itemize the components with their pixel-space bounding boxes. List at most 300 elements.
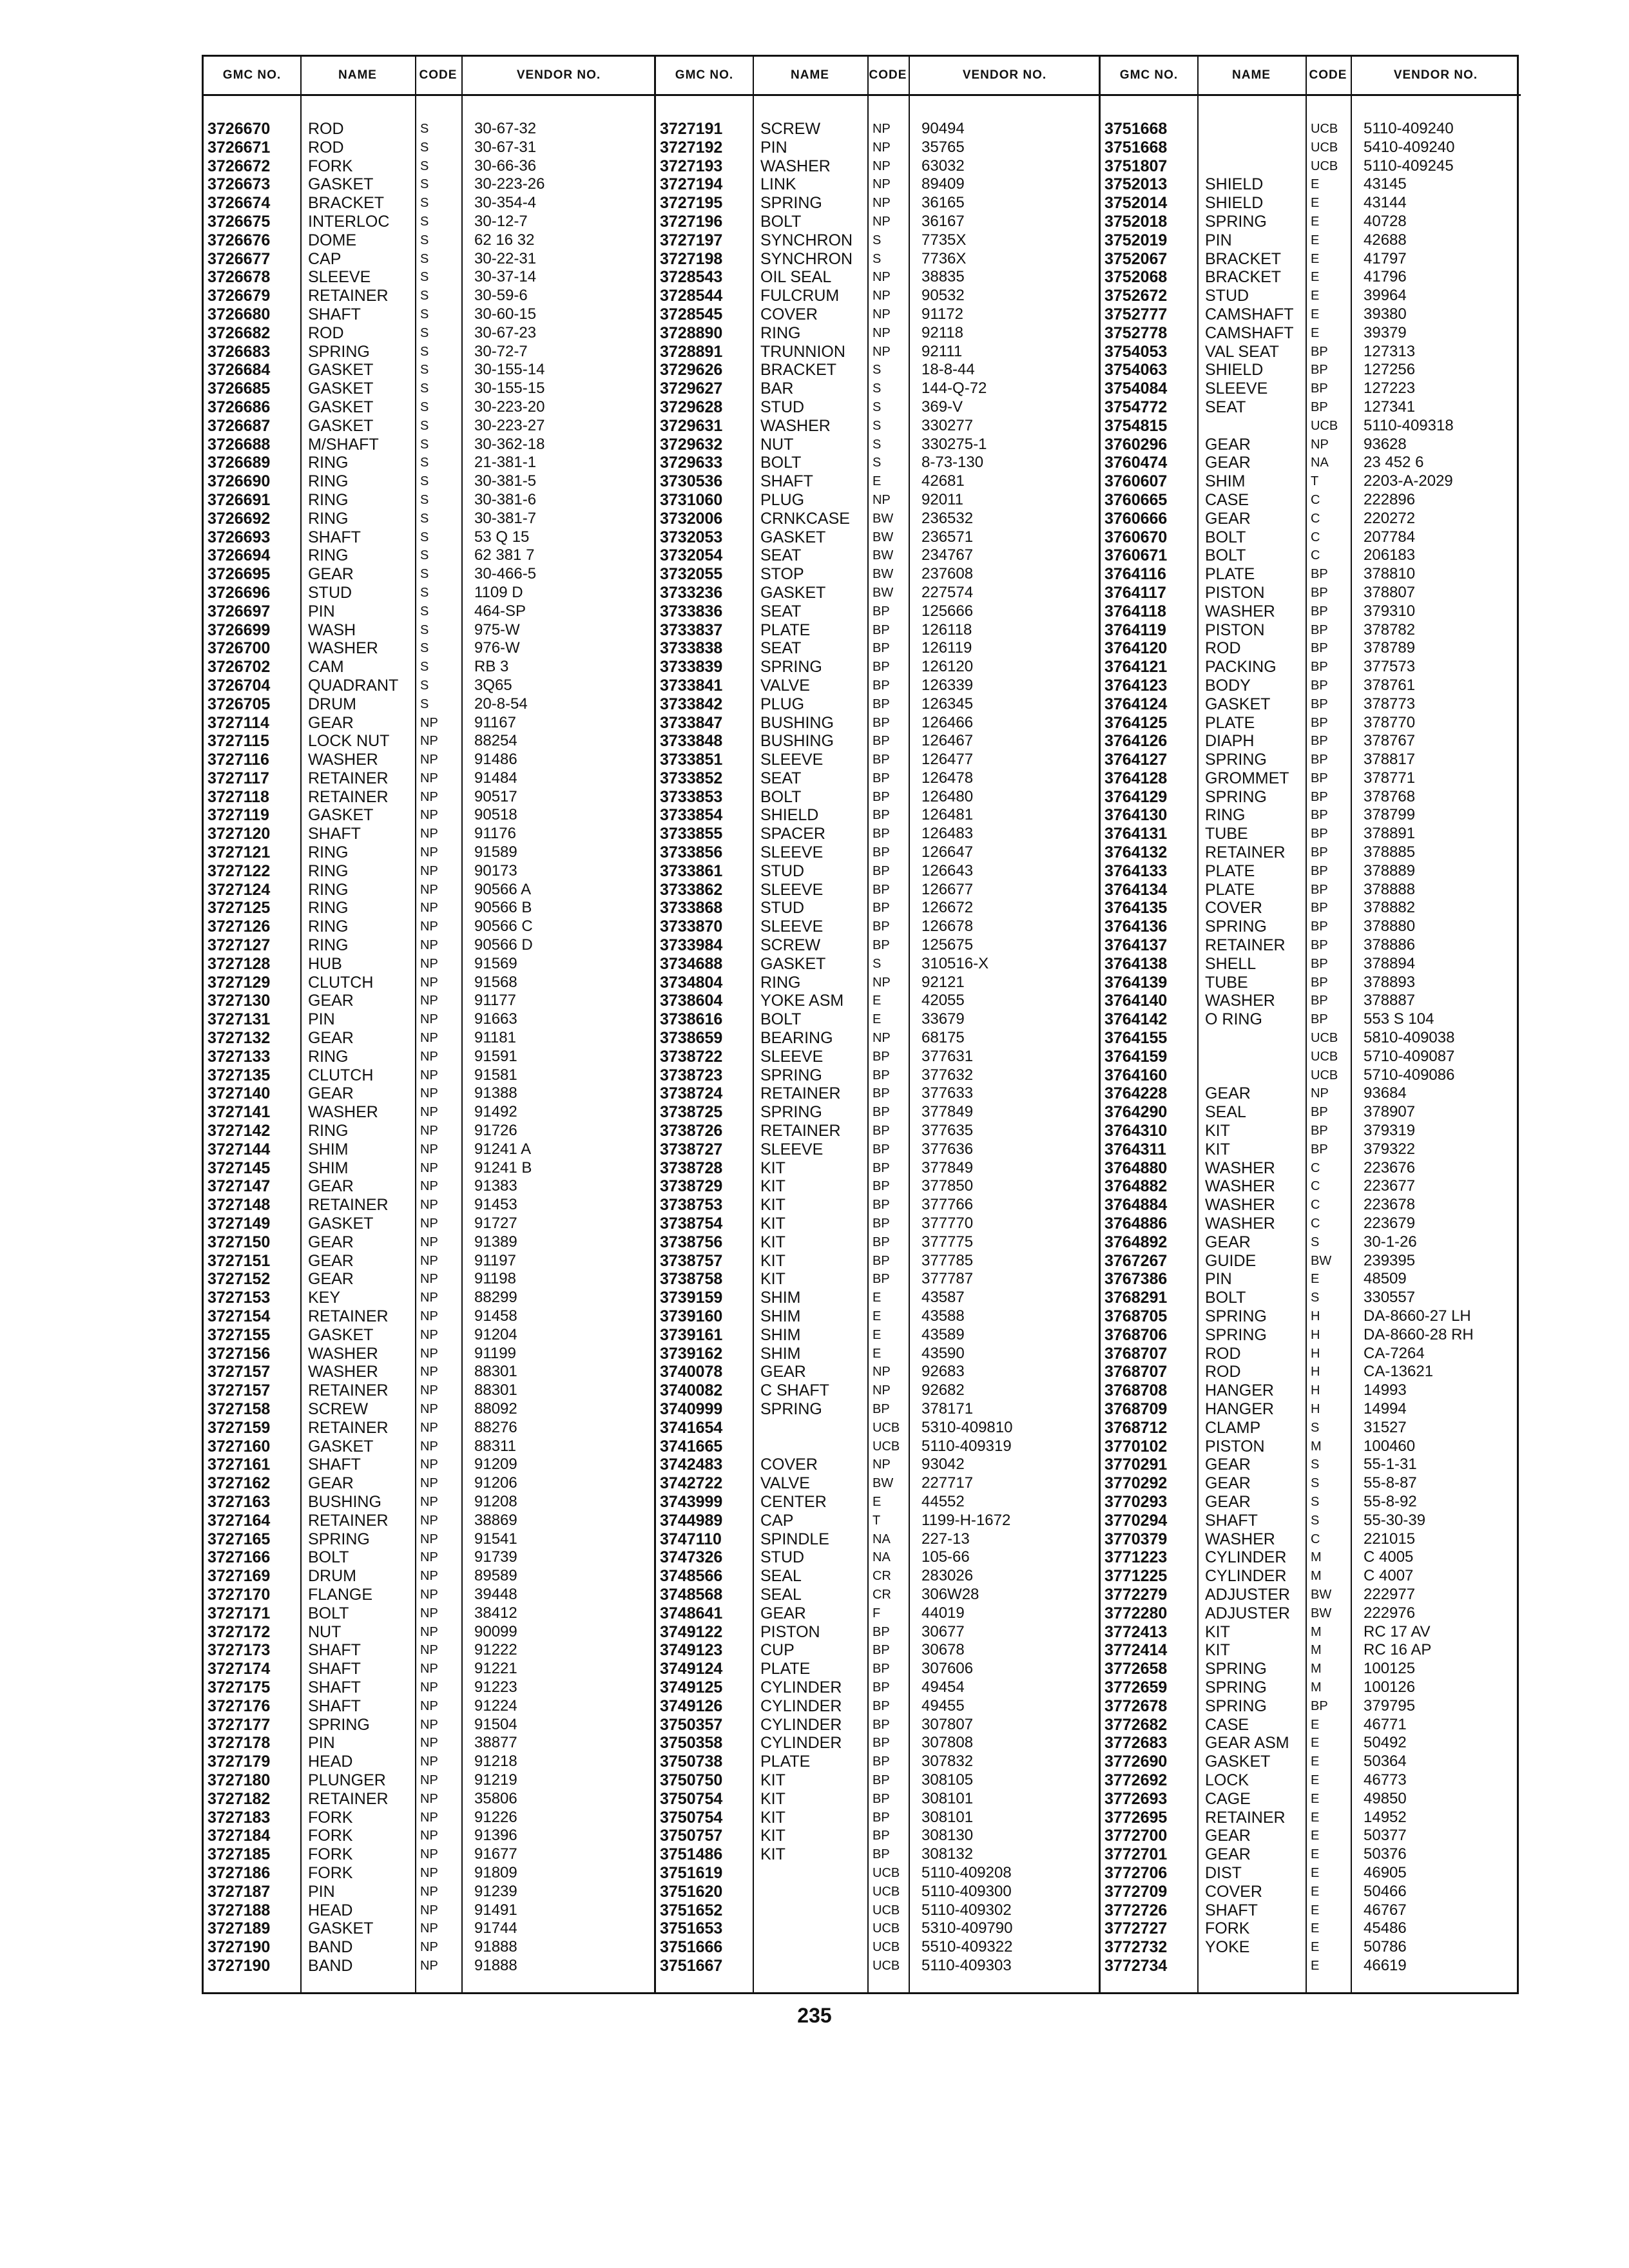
table-row	[656, 974, 1099, 992]
gmc-cell: 3738616	[660, 1010, 723, 1029]
code-cell: S	[420, 511, 429, 526]
code-cell: NP	[420, 753, 438, 767]
table-row	[1101, 175, 1521, 194]
vendor-cell: 55-8-92	[1364, 1492, 1417, 1510]
code-cell: S	[420, 251, 429, 266]
code-cell: NP	[420, 1587, 438, 1602]
table-row	[656, 1474, 1099, 1493]
vendor-cell: C 4007	[1364, 1567, 1414, 1585]
code-cell: BP	[1311, 938, 1328, 953]
gmc-cell: 3751667	[660, 1956, 723, 1975]
table-row	[1101, 1660, 1521, 1678]
table-row	[656, 1548, 1099, 1567]
code-cell: NP	[872, 344, 891, 359]
vendor-cell: 126678	[921, 918, 974, 936]
header-vendor: VENDOR NO.	[516, 68, 601, 82]
gmc-cell: 3727160	[207, 1437, 271, 1456]
vendor-cell: 127223	[1364, 380, 1416, 398]
vendor-cell: 55-30-39	[1364, 1511, 1426, 1529]
vendor-cell: 378810	[1364, 565, 1416, 583]
table-row	[204, 584, 654, 602]
code-cell: E	[1311, 1736, 1320, 1751]
vendor-cell: 100460	[1364, 1437, 1416, 1455]
code-cell: S	[872, 251, 882, 266]
vendor-cell: 378817	[1364, 751, 1416, 769]
gmc-cell: 3760671	[1104, 546, 1168, 565]
table-row	[656, 1363, 1099, 1381]
vendor-cell: 227574	[921, 583, 974, 601]
table-row	[1101, 1771, 1521, 1790]
vendor-cell: 38412	[474, 1604, 517, 1622]
code-cell: UCB	[872, 1903, 900, 1917]
table-row	[1101, 343, 1521, 361]
table-row	[1101, 602, 1521, 621]
name-cell: RETAINER	[760, 1122, 841, 1140]
vendor-cell: 30-67-23	[474, 323, 537, 341]
code-cell: BP	[1311, 956, 1328, 971]
code-cell: NP	[420, 1105, 438, 1120]
table-row	[204, 324, 654, 343]
name-cell: WASHER	[1205, 1530, 1275, 1548]
code-cell: BP	[872, 808, 890, 823]
table-row	[204, 231, 654, 250]
name-cell: BOLT	[760, 787, 802, 806]
code-cell: BP	[872, 697, 890, 711]
code-cell: S	[420, 530, 429, 544]
table-row	[656, 361, 1099, 380]
name-cell: CAGE	[1205, 1789, 1251, 1808]
name-cell: YOKE ASM	[760, 992, 844, 1010]
code-cell: S	[420, 456, 429, 470]
name-cell: CLUTCH	[308, 973, 374, 992]
code-cell: NP	[420, 938, 438, 953]
name-cell: SLEEVE	[760, 843, 824, 862]
code-cell: NP	[420, 863, 438, 878]
gmc-cell: 3727188	[207, 1901, 271, 1919]
name-cell: KIT	[760, 1808, 786, 1827]
table-row	[1101, 1345, 1521, 1363]
table-row	[656, 491, 1099, 510]
vendor-cell: 35765	[921, 138, 965, 156]
name-cell: ROD	[308, 138, 344, 157]
name-cell: BUSHING	[760, 732, 834, 751]
code-cell: BP	[1311, 363, 1328, 378]
name-cell: WASHER	[1205, 1158, 1275, 1177]
gmc-cell: 3772695	[1104, 1808, 1168, 1827]
gmc-cell: 3742483	[660, 1456, 723, 1474]
code-cell: NP	[420, 1365, 438, 1379]
code-cell: S	[420, 344, 429, 359]
name-cell: DRUM	[308, 1567, 356, 1586]
vendor-cell: 30-381-7	[474, 509, 537, 527]
vendor-cell: 91208	[474, 1492, 517, 1510]
code-cell: BP	[1311, 1698, 1328, 1713]
gmc-cell: 3726700	[207, 639, 271, 658]
code-cell: H	[1311, 1309, 1320, 1323]
name-cell: RING	[308, 546, 349, 565]
name-cell: GASKET	[308, 1919, 374, 1938]
table-row	[1101, 1456, 1521, 1474]
name-cell: SEAL	[760, 1567, 802, 1586]
table-row	[1101, 1177, 1521, 1196]
table-row	[656, 213, 1099, 231]
gmc-cell: 3727166	[207, 1548, 271, 1567]
gmc-cell: 3764892	[1104, 1233, 1168, 1251]
vendor-cell: 5710-409086	[1364, 1066, 1455, 1084]
header-name: NAME	[791, 68, 829, 82]
table-row	[656, 1697, 1099, 1716]
table-row	[1101, 1809, 1521, 1827]
code-cell: NP	[420, 1865, 438, 1880]
vendor-cell: 50492	[1364, 1734, 1407, 1752]
name-cell: LOCK NUT	[308, 732, 390, 751]
gmc-cell: 3728891	[660, 342, 723, 361]
name-cell: GASKET	[1205, 1753, 1271, 1771]
gmc-cell: 3760474	[1104, 454, 1168, 472]
table-row	[204, 1159, 654, 1178]
gmc-cell: 3741654	[660, 1418, 723, 1437]
gmc-cell: 3733862	[660, 880, 723, 899]
name-cell: SHIM	[760, 1344, 801, 1363]
table-row	[204, 769, 654, 788]
header-name: NAME	[338, 68, 377, 82]
vendor-cell: 975-W	[474, 620, 520, 639]
gmc-cell: 3727128	[207, 954, 271, 973]
name-cell: SLEEVE	[1205, 380, 1268, 398]
vendor-cell: 90099	[474, 1622, 517, 1640]
gmc-cell: 3738756	[660, 1233, 723, 1251]
code-cell: S	[420, 233, 429, 247]
vendor-cell: 90494	[921, 120, 965, 137]
gmc-cell: 3727186	[207, 1863, 271, 1882]
name-cell: WASHER	[1205, 1196, 1275, 1215]
code-cell: E	[1311, 1921, 1320, 1936]
name-cell: WASHER	[760, 416, 831, 435]
code-cell: NP	[872, 307, 891, 322]
code-cell: BP	[872, 678, 890, 693]
gmc-cell: 3726680	[207, 305, 271, 323]
table-row	[204, 1326, 654, 1345]
gmc-cell: 3738726	[660, 1122, 723, 1140]
name-cell: BOLT	[760, 1010, 802, 1029]
gmc-cell: 3727189	[207, 1919, 271, 1938]
gmc-cell: 3727145	[207, 1158, 271, 1177]
gmc-cell: 3727159	[207, 1418, 271, 1437]
code-cell: NP	[420, 1272, 438, 1287]
table-row	[656, 1196, 1099, 1215]
table-row	[1101, 1827, 1521, 1845]
gmc-cell: 3738722	[660, 1047, 723, 1066]
gmc-cell: 3764117	[1104, 583, 1166, 602]
name-cell: VALVE	[760, 1474, 810, 1493]
vendor-cell: 91486	[474, 751, 517, 769]
gmc-cell: 3727182	[207, 1789, 271, 1808]
table-row	[1101, 1010, 1521, 1029]
vendor-cell: 36165	[921, 194, 965, 212]
name-cell: HUB	[308, 954, 342, 973]
code-cell: NP	[420, 1847, 438, 1862]
gmc-cell: 3733852	[660, 769, 723, 787]
gmc-cell: 3733868	[660, 899, 723, 918]
name-cell: FORK	[308, 157, 353, 175]
code-cell: BW	[1311, 1606, 1332, 1620]
vendor-cell: 50466	[1364, 1882, 1407, 1900]
vendor-cell: 377785	[921, 1251, 974, 1269]
name-cell: GASKET	[308, 1215, 374, 1233]
vendor-cell: 308101	[921, 1808, 974, 1826]
gmc-cell: 3750757	[660, 1827, 723, 1845]
name-cell: WASHER	[1205, 602, 1275, 620]
code-cell: NP	[872, 122, 891, 136]
vendor-cell: 91568	[474, 973, 517, 991]
vendor-cell: 90566 D	[474, 936, 533, 954]
gmc-cell: 3733841	[660, 676, 723, 695]
table-row	[204, 1883, 654, 1901]
vendor-cell: 378885	[1364, 843, 1416, 861]
vendor-cell: 126483	[921, 825, 974, 843]
table-row	[1101, 1845, 1521, 1864]
vendor-cell: 144-Q-72	[921, 380, 987, 398]
gmc-cell: 3727164	[207, 1511, 271, 1530]
table-row	[1101, 1678, 1521, 1697]
vendor-cell: C 4005	[1364, 1548, 1414, 1566]
code-cell: BP	[1311, 1142, 1328, 1157]
code-cell: S	[420, 604, 429, 619]
name-cell: RING	[1205, 806, 1246, 825]
name-cell: DRUM	[308, 695, 356, 713]
name-cell: GEAR	[760, 1363, 806, 1381]
gmc-cell: 3770294	[1104, 1511, 1168, 1530]
table-row	[204, 1864, 654, 1883]
table-row	[656, 843, 1099, 862]
code-cell: BW	[872, 548, 894, 563]
name-cell: SPRING	[308, 342, 370, 361]
gmc-cell: 3772700	[1104, 1827, 1168, 1845]
name-cell: GROMMET	[1205, 769, 1289, 787]
gmc-cell: 3749125	[660, 1678, 723, 1696]
code-cell: BP	[872, 938, 890, 953]
name-cell: WASHER	[308, 751, 378, 769]
name-cell: SHIM	[760, 1289, 801, 1307]
table-row	[656, 899, 1099, 918]
gmc-cell: 3727154	[207, 1307, 271, 1325]
gmc-cell: 3764134	[1104, 880, 1168, 899]
gmc-cell: 3727118	[207, 787, 269, 806]
gmc-cell: 3727150	[207, 1233, 271, 1251]
code-cell: UCB	[872, 1420, 900, 1435]
vendor-cell: 126339	[921, 676, 974, 694]
code-cell: NP	[420, 845, 438, 860]
vendor-cell: 5110-409245	[1364, 157, 1454, 175]
name-cell: SPRING	[308, 1530, 370, 1548]
vendor-cell: 30-67-32	[474, 120, 537, 137]
code-cell: NP	[420, 1346, 438, 1361]
vendor-cell: 88301	[474, 1363, 517, 1381]
name-cell: SHIM	[308, 1140, 349, 1158]
code-cell: E	[1311, 289, 1320, 303]
table-row	[1101, 1103, 1521, 1122]
name-cell: SLEEVE	[760, 880, 824, 899]
name-cell: FORK	[308, 1845, 353, 1864]
name-cell: QUADRANT	[308, 676, 399, 695]
vendor-cell: 62 16 32	[474, 231, 535, 249]
gmc-cell: 3726702	[207, 658, 271, 677]
table-row	[204, 1307, 654, 1326]
gmc-cell: 3764311	[1104, 1140, 1166, 1158]
code-cell: S	[1311, 1291, 1320, 1305]
gmc-cell: 3741665	[660, 1437, 723, 1456]
table-row	[656, 1753, 1099, 1771]
vendor-cell: 378907	[1364, 1103, 1416, 1121]
name-cell: HANGER	[1205, 1381, 1274, 1400]
vendor-cell: 126467	[921, 732, 974, 750]
gmc-cell: 3751653	[660, 1919, 723, 1938]
table-row	[1101, 1697, 1521, 1716]
code-cell: NP	[872, 492, 891, 507]
vendor-cell: 1199-H-1672	[921, 1511, 1011, 1529]
gmc-cell: 3739161	[660, 1325, 723, 1344]
gmc-cell: 3727114	[207, 713, 269, 732]
vendor-cell: DA-8660-28 RH	[1364, 1325, 1474, 1343]
gmc-cell: 3752672	[1104, 287, 1168, 305]
table-row	[1101, 1400, 1521, 1419]
code-cell: BP	[1311, 771, 1328, 785]
name-cell: SPRING	[760, 1066, 822, 1084]
vendor-cell: 377850	[921, 1177, 974, 1195]
vendor-cell: 127256	[1364, 361, 1416, 379]
code-cell: BP	[1311, 567, 1328, 582]
table-row	[656, 1140, 1099, 1159]
name-cell: PLATE	[1205, 713, 1255, 732]
code-cell: BP	[872, 753, 890, 767]
code-cell: H	[1311, 1346, 1320, 1361]
name-cell: HEAD	[308, 1901, 353, 1919]
vendor-cell: 43145	[1364, 175, 1407, 193]
code-cell: S	[872, 233, 882, 247]
name-cell: RING	[308, 843, 349, 862]
gmc-cell: 3752778	[1104, 323, 1168, 342]
vendor-cell: 2203-A-2029	[1364, 472, 1453, 490]
code-cell: S	[1311, 1513, 1320, 1528]
gmc-cell: 3729633	[660, 454, 723, 472]
name-cell: SHAFT	[308, 528, 361, 546]
table-row	[656, 268, 1099, 287]
gmc-cell: 3751666	[660, 1938, 723, 1957]
name-cell: SHAFT	[308, 1678, 361, 1696]
vendor-cell: 100125	[1364, 1660, 1416, 1678]
code-cell: NP	[420, 1921, 438, 1936]
name-cell: GEAR	[308, 1029, 354, 1048]
table-row	[204, 639, 654, 658]
code-cell: UCB	[872, 1865, 900, 1880]
gmc-cell: 3764142	[1104, 1010, 1168, 1029]
vendor-cell: 307832	[921, 1753, 974, 1771]
vendor-cell: 223678	[1364, 1196, 1416, 1214]
vendor-cell: 91504	[474, 1715, 517, 1733]
gmc-cell: 3750357	[660, 1715, 723, 1734]
vendor-cell: 378789	[1364, 639, 1416, 657]
code-cell: M	[1311, 1624, 1322, 1639]
gmc-cell: 3764882	[1104, 1177, 1168, 1196]
vendor-cell: 126672	[921, 899, 974, 917]
vendor-cell: 307808	[921, 1734, 974, 1752]
name-cell: GASKET	[308, 398, 374, 416]
name-cell: GEAR	[308, 1474, 354, 1493]
name-cell: SPINDLE	[760, 1530, 829, 1548]
name-cell: SEAL	[760, 1585, 802, 1604]
table-row	[1101, 1196, 1521, 1215]
vendor-cell: 378888	[1364, 880, 1416, 898]
vendor-cell: 50377	[1364, 1827, 1407, 1845]
gmc-cell: 3732054	[660, 546, 723, 565]
table-row	[1101, 194, 1521, 213]
code-cell: BP	[1311, 882, 1328, 897]
vendor-cell: 377631	[921, 1047, 974, 1065]
code-cell: C	[1311, 1532, 1320, 1546]
name-cell: CLUTCH	[308, 1066, 374, 1084]
name-cell: SHIELD	[1205, 361, 1264, 380]
vendor-cell: 378891	[1364, 825, 1416, 843]
code-cell: C	[1311, 1179, 1320, 1194]
code-cell: BP	[1311, 678, 1328, 693]
name-cell: PIN	[760, 138, 787, 157]
column-header	[656, 57, 1099, 96]
vendor-cell: 43589	[921, 1325, 965, 1343]
code-cell: NP	[420, 789, 438, 804]
gmc-cell: 3727153	[207, 1289, 271, 1307]
gmc-cell: 3768291	[1104, 1289, 1168, 1307]
name-cell: GUIDE	[1205, 1251, 1257, 1270]
vendor-cell: 378889	[1364, 861, 1416, 879]
vendor-cell: 378782	[1364, 620, 1416, 639]
name-cell: BOLT	[1205, 528, 1246, 546]
table-row	[1101, 213, 1521, 231]
vendor-cell: 91219	[474, 1771, 517, 1789]
name-cell: PLUG	[760, 490, 805, 509]
vendor-cell: 46773	[1364, 1771, 1407, 1789]
vendor-cell: 239395	[1364, 1251, 1416, 1269]
vendor-cell: 222977	[1364, 1585, 1416, 1603]
vendor-cell: 30-223-27	[474, 416, 545, 434]
table-row	[1101, 862, 1521, 881]
gmc-cell: 3733842	[660, 695, 723, 713]
vendor-cell: 46767	[1364, 1901, 1407, 1919]
gmc-cell: 3754053	[1104, 342, 1168, 361]
gmc-cell: 3727170	[207, 1585, 271, 1604]
vendor-cell: 30-67-31	[474, 138, 537, 156]
code-cell: BP	[872, 641, 890, 656]
gmc-cell: 3772734	[1104, 1956, 1168, 1975]
table-row	[204, 1084, 654, 1103]
name-cell: GASKET	[308, 416, 374, 435]
name-cell: SHAFT	[308, 1696, 361, 1715]
table-row	[1101, 658, 1521, 677]
table-row	[204, 1456, 654, 1474]
vendor-cell: 222896	[1364, 490, 1416, 508]
table-row	[656, 305, 1099, 324]
name-cell: PIN	[308, 1734, 335, 1753]
name-cell: TRUNNION	[760, 342, 845, 361]
code-cell: UCB	[1311, 418, 1338, 433]
table-row	[656, 1215, 1099, 1233]
vendor-cell: 206183	[1364, 546, 1416, 564]
name-cell: GEAR	[308, 1084, 354, 1103]
table-row	[656, 1567, 1099, 1586]
vendor-cell: 92011	[921, 490, 963, 508]
code-cell: BP	[872, 1272, 890, 1287]
gmc-cell: 3726677	[207, 249, 271, 268]
table-row	[1101, 139, 1521, 157]
